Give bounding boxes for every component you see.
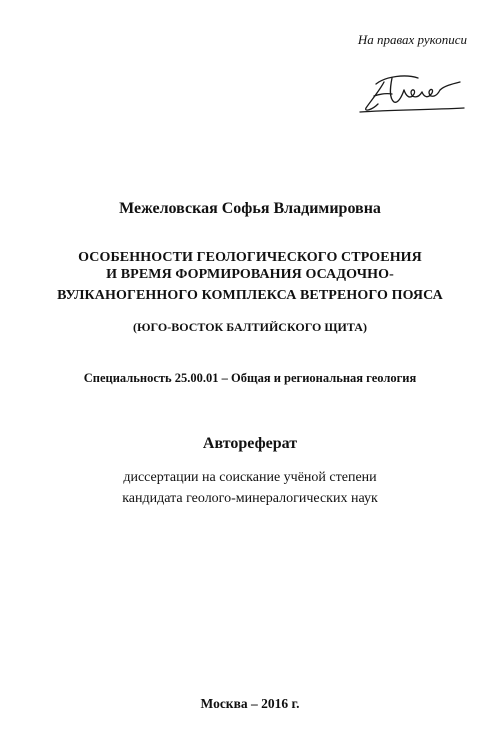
title-subtitle: (ЮГО-ВОСТОК БАЛТИЙСКОГО ЩИТА) xyxy=(133,320,367,334)
rights-notice: На правах рукописи xyxy=(357,32,467,47)
purpose-line-1: диссертации на соискание учёной степени xyxy=(123,470,377,485)
author-name: Межеловская Софья Владимировна xyxy=(119,200,381,217)
title-line-1: ОСОБЕННОСТИ ГЕОЛОГИЧЕСКОГО СТРОЕНИЯ xyxy=(78,250,422,265)
specialty-line: Специальность 25.00.01 – Общая и региональная геология xyxy=(83,371,417,385)
purpose-line-2: кандидата геолого-минералогических наук xyxy=(122,491,378,506)
title-line-2: И ВРЕМЯ ФОРМИРОВАНИЯ ОСАДОЧНО- xyxy=(106,267,394,282)
document-type: Автореферат xyxy=(202,435,298,452)
place-and-year: Москва – 2016 г. xyxy=(200,696,300,711)
title-line-3: ВУЛКАНОГЕННОГО КОМПЛЕКСА ВЕТРЕНОГО ПОЯСА xyxy=(57,288,443,303)
handwritten-signature xyxy=(356,66,468,116)
